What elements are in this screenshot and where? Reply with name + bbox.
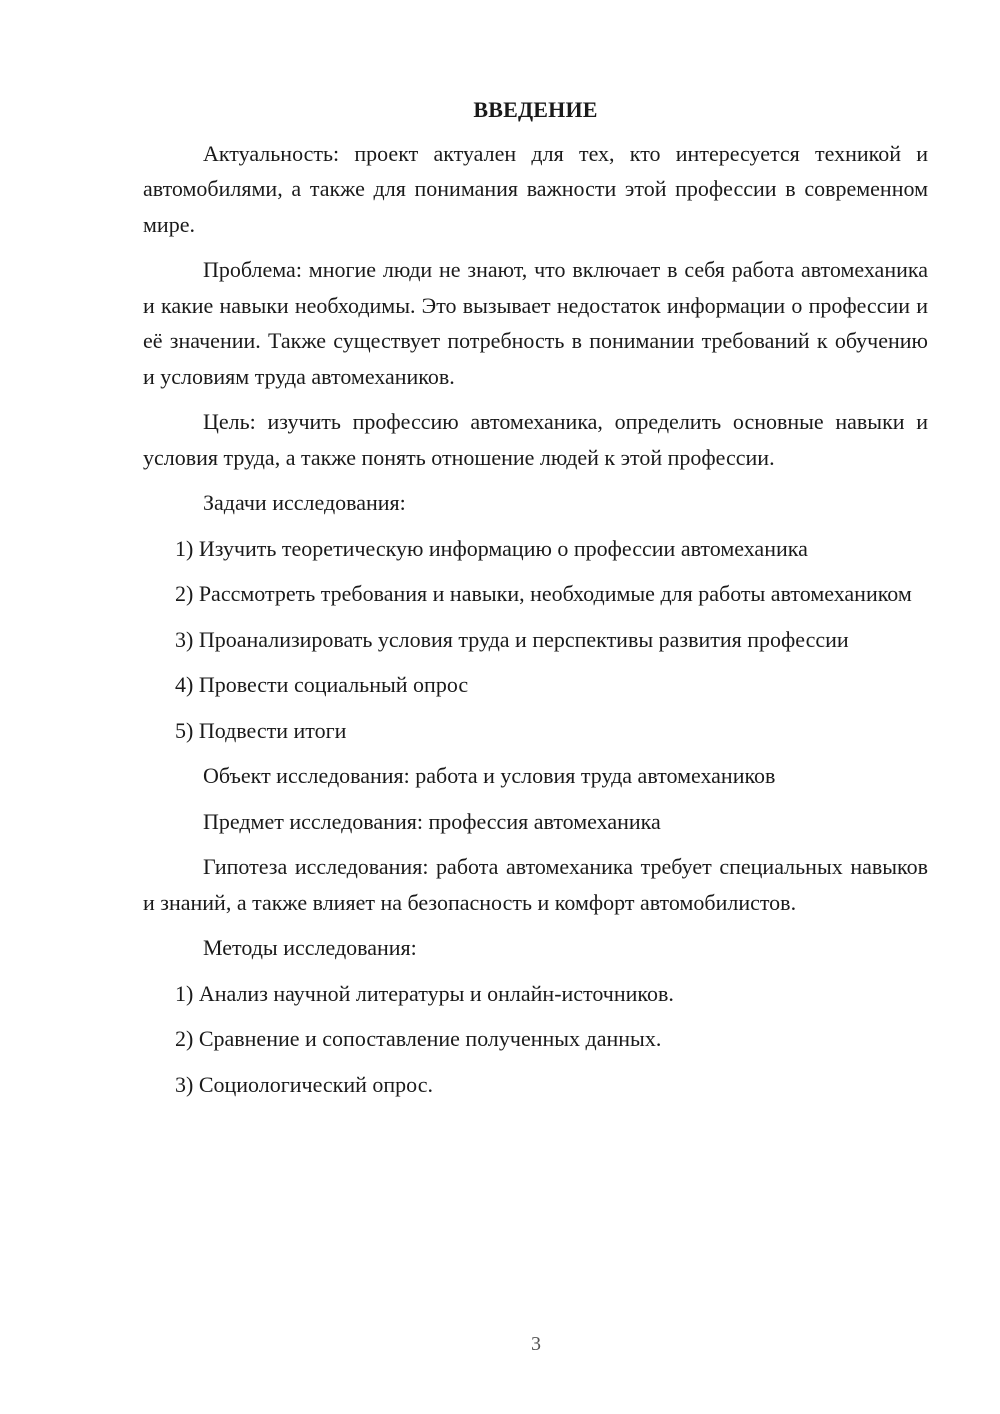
object-line: Объект исследования: работа и условия труда автомехаников [203,763,776,788]
tasks-heading: Задачи исследования: [203,490,406,515]
task-item: 1) Изучить теоретическую информацию о профессии автомеханика [175,535,808,561]
relevance-paragraph: Актуальность: проект актуален для тех, кто интересуется техникой и автомобилями, а также для понимания важности этой профессии в современном мире. [143,140,928,237]
goal-paragraph: Цель: изучить профессию автомеханика, определить основные навыки и условия труда, а также понять отношение людей к этой профессии. [143,409,928,470]
hypothesis-paragraph: Гипотеза исследования: работа автомеханика требует специальных навыков и знаний, а также влияет на безопасность и комфорт автомобилистов. [143,854,928,915]
problem-paragraph: Проблема: многие люди не знают, что включает в себя работа автомеханика и какие навыки необходимы. Это вызывает недостаток информации о профессии и её значении. Также существует потребность в понимании требований к обучению и условиям труда автомехаников. [143,257,928,389]
task-item: 5) Подвести итоги [175,717,347,743]
methods-heading: Методы исследования: [203,935,417,960]
method-item: 3) Социологический опрос. [175,1071,433,1097]
method-item: 1) Анализ научной литературы и онлайн-источников. [175,980,674,1006]
task-item: 3) Проанализировать условия труда и перспективы развития профессии [175,626,849,652]
subject-line: Предмет исследования: профессия автомеханика [203,808,661,834]
page-number: 3 [531,1333,541,1355]
task-item: 2) Рассмотреть требования и навыки, необходимые для работы автомехаником [175,581,912,606]
section-title: ВВЕДЕНИЕ [473,97,598,122]
page-content [143,92,928,1112]
task-item: 4) Провести социальный опрос [175,672,469,697]
method-item: 2) Сравнение и сопоставление полученных данных. [175,1026,662,1051]
